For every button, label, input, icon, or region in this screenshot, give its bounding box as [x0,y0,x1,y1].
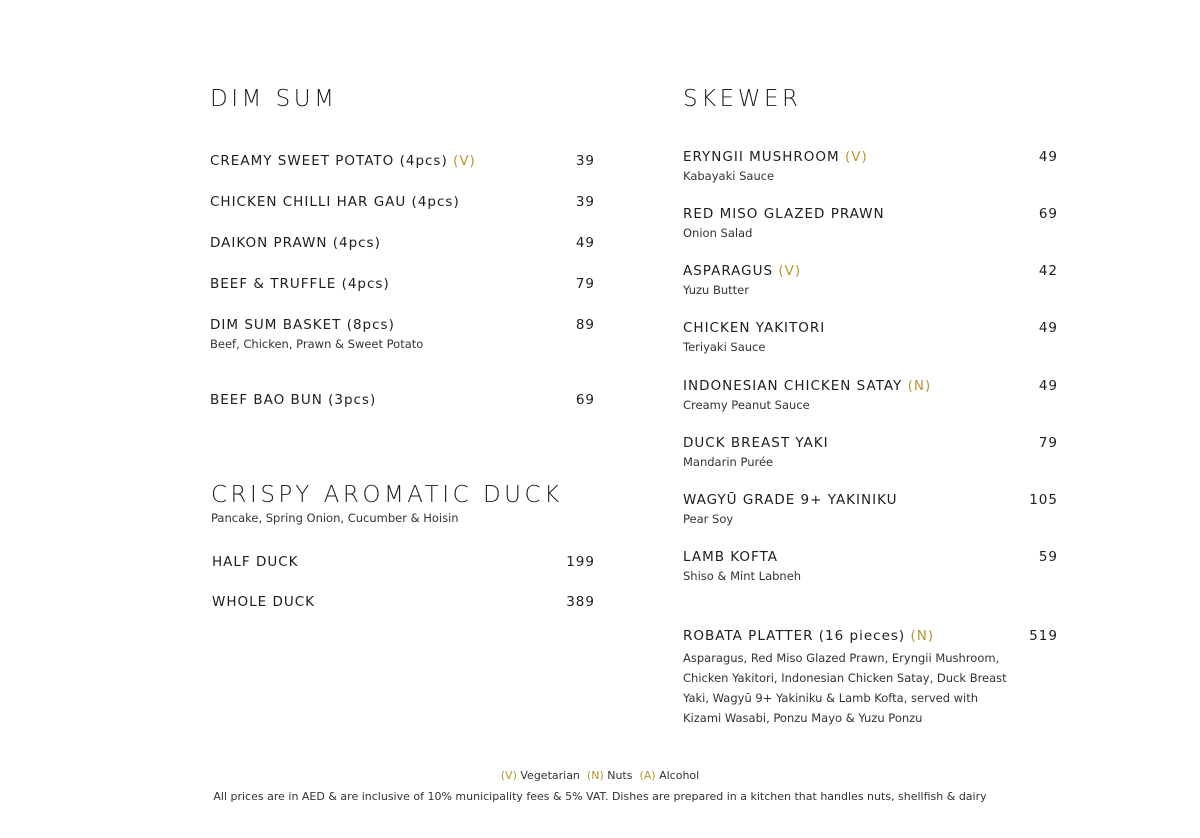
item-price: 519 [1029,628,1058,644]
item-name: ERYNGII MUSHROOM (V) [683,149,868,165]
menu-item-platter [683,628,1058,728]
menu-item [683,206,1058,240]
menu-item [210,153,595,169]
item-price: 49 [1038,149,1058,165]
menu-item [683,549,1058,583]
section-subtitle-duck: Pancake, Spring Onion, Cucumber & Hoisin [211,511,459,525]
menu-item [210,235,595,251]
item-name: WHOLE DUCK [212,594,316,610]
legend-tag-nuts: (N) [586,769,604,782]
menu-item [683,378,1058,412]
item-price: 49 [575,235,595,251]
item-price: 105 [1029,492,1058,508]
section-title-skewer: SKEWER [683,86,802,112]
item-price: 39 [575,194,595,210]
item-description: Teriyaki Sauce [683,340,766,354]
legend-tag-vegetarian: (V) [500,769,517,782]
item-name: DIM SUM BASKET (8pcs) [210,317,395,333]
item-price: 39 [575,153,595,169]
section-title-duck: CRISPY AROMATIC DUCK [211,482,563,508]
item-description: Creamy Peanut Sauce [683,398,810,412]
menu-item [210,276,595,292]
item-name: ROBATA PLATTER (16 pieces) (N) [683,628,935,644]
item-price: 79 [1038,435,1058,451]
item-name: CHICKEN CHILLI HAR GAU (4pcs) [210,194,460,210]
item-description: Pear Soy [683,512,734,526]
item-description: Asparagus, Red Miso Glazed Prawn, Eryngii Mushroom, Chicken Yakitori, Indonesian Chicken Satay, Duck Breast Yaki, Wagyū 9+ Yakiniku & Lamb Kofta, served with Kizami Wasabi, Ponzu Mayo & Yuzu Ponzu [683,651,1007,725]
item-name: CREAMY SWEET POTATO (4pcs) (V) [210,153,476,169]
item-price: 59 [1038,549,1058,565]
legend-label-nuts: Nuts [607,769,633,782]
item-name: BEEF BAO BUN (3pcs) [210,392,377,408]
item-name: ASPARAGUS (V) [683,263,802,279]
item-price: 42 [1038,263,1058,279]
dietary-tag: (N) [907,378,932,394]
item-description: Shiso & Mint Labneh [683,569,802,583]
menu-item [683,149,1058,183]
item-name: DUCK BREAST YAKI [683,435,829,451]
dietary-tag: (V) [778,263,802,279]
item-description: Onion Salad [683,226,753,240]
menu-item [683,492,1058,526]
dietary-legend [0,769,1200,782]
footer-note: All prices are in AED & are inclusive of 10% municipality fees & 5% VAT. Dishes are prepared in a kitchen that handles nuts, shellfish & dairy [213,790,987,803]
menu-item [210,392,595,408]
item-description: Yuzu Butter [683,283,749,297]
item-price: 199 [566,554,595,570]
dietary-tag: (V) [844,149,868,165]
item-name: BEEF & TRUFFLE (4pcs) [210,276,390,292]
menu-item [683,320,1058,354]
item-description: Kabayaki Sauce [683,169,775,183]
legend-tag-alcohol: (A) [639,769,656,782]
menu-item [210,194,595,210]
legend-label-alcohol: Alcohol [659,769,700,782]
dietary-tag: (V) [453,153,476,169]
dietary-tag: (N) [910,628,935,644]
item-price: 49 [1038,378,1058,394]
item-price: 49 [1038,320,1058,336]
item-name: HALF DUCK [212,554,299,570]
menu-item [210,317,595,351]
menu-item [683,263,1058,297]
item-name: INDONESIAN CHICKEN SATAY (N) [683,378,932,394]
item-name: LAMB KOFTA [683,549,778,565]
item-price: 69 [575,392,595,408]
item-price: 69 [1038,206,1058,222]
item-price: 89 [575,317,595,333]
item-name: CHICKEN YAKITORI [683,320,826,336]
item-price: 389 [566,594,595,610]
legend-label-vegetarian: Vegetarian [520,769,580,782]
menu-item [212,554,595,570]
item-name: RED MISO GLAZED PRAWN [683,206,885,222]
menu-item [683,435,1058,469]
item-name: WAGYŪ GRADE 9+ YAKINIKU [683,492,898,508]
item-price: 79 [575,276,595,292]
item-description: Mandarin Purée [683,455,774,469]
item-description: Beef, Chicken, Prawn & Sweet Potato [210,337,424,351]
section-title-dim-sum: DIM SUM [210,86,338,112]
item-name: DAIKON PRAWN (4pcs) [210,235,381,251]
menu-item [212,594,595,610]
